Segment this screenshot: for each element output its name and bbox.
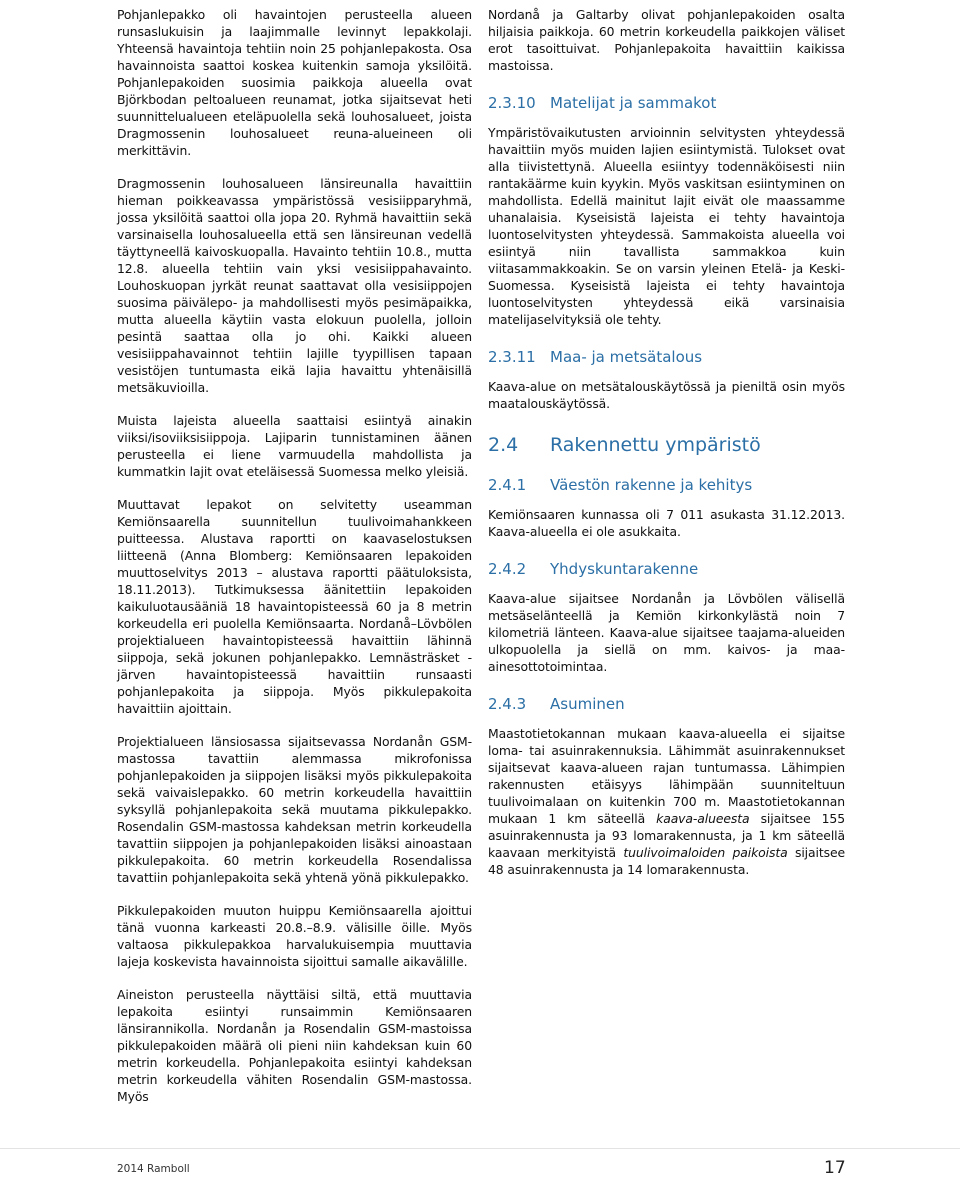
section-heading-2-3-11: [488, 348, 845, 366]
paragraph-vaesto: Kemiönsaaren kunnassa oli 7 011 asukasta 31.12.2013. Kaava-alueella ei ole asukkaita.: [488, 507, 845, 539]
section-number: 2.3.10: [488, 94, 536, 112]
section-title: Väestön rakenne ja kehitys: [550, 476, 753, 494]
emphasis-tuulivoimalat: tuulivoimaloiden paikoista: [623, 845, 788, 860]
section-title: Rakennettu ympäristö: [550, 434, 761, 456]
paragraph-muuton-huippu: Pikkulepakoiden muuton huippu Kemiönsaarella ajoittui tänä vuonna karkeasti 20.8.–8.9. välisille öille. Myös valtaosa pikkulepakkoa harvalukuisempia muuttavia lajeja koskevista havainnoista sijoittui samalle aikavälille.: [117, 903, 472, 969]
section-heading-2-4: [488, 434, 845, 456]
section-title: Matelijat ja sammakot: [550, 94, 717, 112]
section-number: 2.3.11: [488, 348, 536, 366]
section-number: 2.4.2: [488, 560, 527, 578]
paragraph-maa-metsatalous: Kaava-alue on metsätalouskäytössä ja pieniltä osin myös maatalouskäytössä.: [488, 379, 845, 411]
section-title: Asuminen: [550, 695, 625, 713]
section-heading-2-3-10: [488, 94, 845, 112]
paragraph-muuttavat-lepakot: Muuttavat lepakot on selvitetty useamman Kemiönsaarella suunnitellun tuulivoimahankkeen puitteessa. Alustava raportti on kaavaselostuksen liitteenä (Anna Blomberg: Kemiönsaaren lepakoiden muuttoselvitys 2013 – alustava raportti päätuloksista, 18.11.2013). Tutkimuksessa äänitettiin lepakoiden kaikuluotausääniä 18 havaintopisteessä 60 ja 8 metrin korkeudella eri puolella Kemiönsaarta. Nordanå–Lövbölen projektialueen havaintopisteessä havaittiin lähinnä siippoja, sekä jokunen pohjanlepakko. Lemnästräsket -järven havaintopisteessä havaittiin runsaasti pohjanlepakoita ja siippoja. Myös pikkulepakoita havaittiin ajoittain.: [117, 497, 472, 716]
section-heading-2-4-1: [488, 476, 845, 494]
paragraph-pohjanlepakko: Pohjanlepakko oli havaintojen perusteella alueen runsaslukuisin ja laajimmalle levinnyt lepakkolaji. Yhteensä havaintoja tehtiin noin 25 pohjanlepakosta. Osa havainnoista saattoi koskea kuitenkin samoja yksilöitä. Pohjanlepakoiden suosimia paikkoja alueella ovat Björkbodan peltoalueen reunamat, jotka sijaitsevat heti suunnittelualueen eteläpuolella sekä louhosalueet, joista Dragmossenin louhosalueet reuna-alueineen oli merkittävin.: [117, 7, 472, 158]
right-column: [488, 6, 845, 894]
page-number: 17: [824, 1158, 846, 1178]
text-segment: sijaitsee 155 asuinrakennusta ja 93 lomarakennusta, ja 1 km säteellä kaavaan merkityistä: [488, 811, 845, 860]
section-title: Maa- ja metsätalous: [550, 348, 703, 366]
paragraph-aineisto: Aineiston perusteella näyttäisi siltä, että muuttavia lepakoita esiintyi runsaimmin Kemiönsaaren länsirannikolla. Nordanån ja Rosendalin GSM-mastoissa pikkulepakoiden määrä oli pieni niin kahdeksan kuin 60 metrin korkeudella. Pohjanlepakoita esiintyi kahdeksan metrin korkeudella vähiten Rosendalin GSM-mastossa. Myös: [117, 987, 472, 1104]
paragraph-gsm-mastot: Projektialueen länsiosassa sijaitsevassa Nordanån GSM-mastossa tavattiin alemmassa mikrofonissa pohjanlepakoiden ja siippojen lisäksi myös pikkulepakoita sekä vaivaislepakko. 60 metrin korkeudella havaittiin syksyllä pohjanlepakoita sekä muutama pikkulepakko. Rosendalin GSM-mastossa kahdeksan metrin korkeudella tavattiin siippojen ja pohjanlepakoiden lisäksi ainoastaan pikkulepakoita. 60 metrin korkeudella Rosendalissa tavattiin pohjanlepakoita sekä yhtenä yönä pikkulepakko.: [117, 734, 472, 885]
paragraph-matelijat: Ympäristövaikutusten arvioinnin selvitysten yhteydessä havaittiin myös muiden lajien esiintymistä. Tulokset ovat alla tiivistettynä. Alueella esiintyy todennäköisesti niin rantakäärme kuin kyykin. Myös vaskitsan esiintyminen on mahdollista. Edellä mainitut lajit eivät ole maassamme uhanalaisia. Kyseisistä lajeista ei tehty havaintoja luontoselvitysten yhteydessä. Sammakoista alueella voi esiintyä niin tavallista sammakkoa kuin viitasammakkoakin. Se on varsin yleinen Etelä- ja Keski-Suomessa. Kyseisistä lajeista ei tehty havaintoja luontoselvitysten yhteydessä eikä varsinaisia matelijaselvityksiä ole tehty.: [488, 125, 845, 327]
left-column: [117, 6, 472, 1121]
section-heading-2-4-3: [488, 695, 845, 713]
paragraph-vesisiippa: Dragmossenin louhosalueen länsireunalla havaittiin hieman poikkeavassa ympäristössä vesisiipparyhmä, jossa yksilöitä saattoi olla jopa 20. Ryhmä havaittiin sekä varsinaisella louhosalueella että sen länsireunan vedellä täyttyneellä kaivoskuopalla. Havainto tehtiin 10.8., mutta 12.8. alueella tehtiin vain yksi vesisiippahavainto. Louhoskuopan jyrkät reunat saattavat olla vesisiippojen suosima päivälepo- ja mahdollisesti myös pesimäpaikka, mutta alueella käytiin vasta elokuun puolella, jolloin pesintä saattaa olla jo ohi. Kaikki alueen vesisiippahavainnot tehtiin lajille tyypillisen tapaan vesistöjen tuntumasta eikä lajia havaittu yhtenäisillä metsäkuvioilla.: [117, 176, 472, 395]
text-segment: Maastotietokannan mukaan kaava-alueella ei sijaitse loma- tai asuinrakennuksia. Lähimmät asuinrakennukset sijaitsevat kaava-alueen rajan tuntumassa. Lähimpien rakennusten etäisyys lähimpään suunniteltuun tuulivoimalaan on kuitenkin 700 m. Maastotietokannan mukaan 1 km säteellä: [488, 726, 845, 826]
paragraph-muut-lajit: Muista lajeista alueella saattaisi esiintyä ainakin viiksi/isoviiksisiippoja. Lajiparin tunnistaminen äänen perusteella ei liene varmuudella mahdollista ja kummatkin lajit ovat eteläisessä Suomessa melko yleisiä.: [117, 413, 472, 479]
text-segment: sijaitsee 48 asuinrakennusta ja 14 lomarakennusta.: [488, 845, 846, 877]
section-number: 2.4.3: [488, 695, 527, 713]
section-title: Yhdyskuntarakenne: [550, 560, 699, 578]
footer-publisher: 2014 Ramboll: [117, 1163, 190, 1175]
emphasis-kaava-alue: kaava-alueesta: [656, 811, 750, 826]
paragraph-yhdyskuntarakenne: Kaava-alue sijaitsee Nordanån ja Lövbölen välisellä metsäselänteellä ja Kemiön kirkonkylästä noin 7 kilometriä länteen. Kaava-alue sijaitsee taajama-alueiden ulkopuolella ja siellä on mm. kaivos- ja maa-ainesottotoimintaa.: [488, 591, 845, 674]
paragraph-intro: Nordanå ja Galtarby olivat pohjanlepakoiden osalta hiljaisia paikkoja. 60 metrin korkeudella paikkojen väliset erot tasoittuivat. Pohjanlepakoita havaittiin kaikissa mastoissa.: [488, 7, 845, 73]
page-footer: [0, 1148, 960, 1178]
section-number: 2.4: [488, 434, 519, 456]
paragraph-asuminen: [488, 725, 845, 878]
section-heading-2-4-2: [488, 560, 845, 578]
section-number: 2.4.1: [488, 476, 527, 494]
